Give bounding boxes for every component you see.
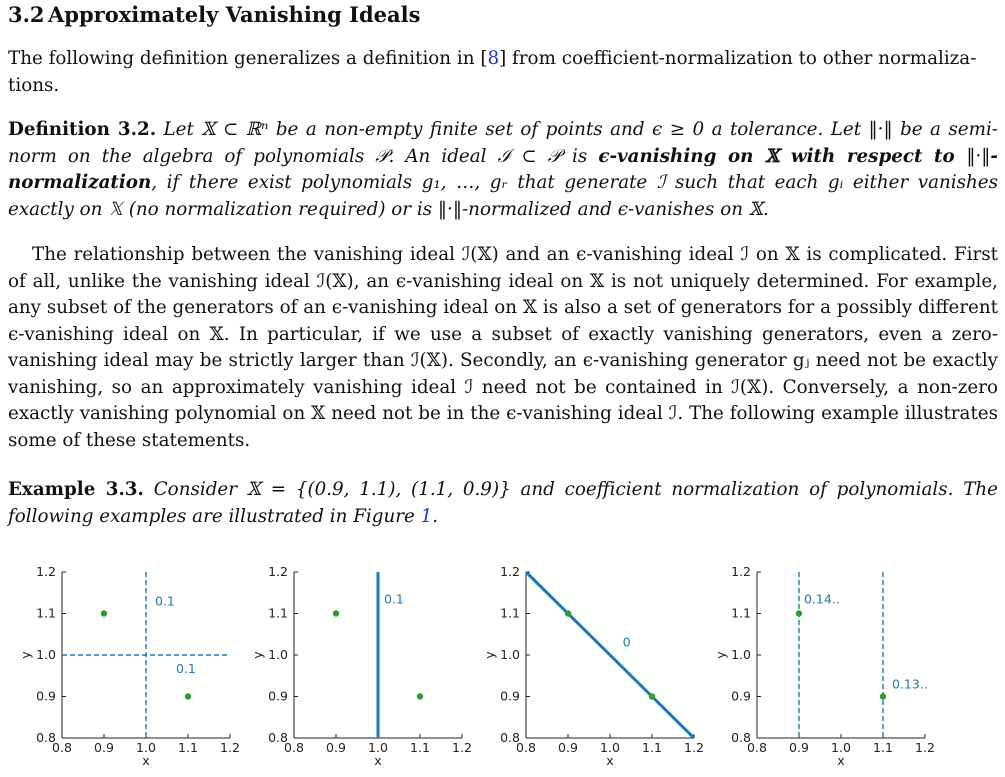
- x-tick-label: 0.8: [52, 740, 72, 755]
- figure-link[interactable]: 1: [420, 505, 433, 527]
- data-point: [417, 693, 423, 699]
- x-tick-label: 1.2: [915, 740, 935, 755]
- x-tick-label: 0.8: [284, 740, 304, 755]
- definition-block: [8, 117, 998, 223]
- y-axis-label: y: [482, 651, 497, 659]
- line-value-label: 0.1: [155, 593, 175, 609]
- line-value-label: 0.1: [176, 661, 196, 676]
- x-tick-label: 1.1: [873, 740, 893, 755]
- y-tick-label: 1.2: [731, 564, 751, 579]
- x-axis-label: x: [374, 753, 382, 768]
- definition-label: Definition 3.2.: [8, 119, 157, 140]
- intro-text: The following definition generalizes a definition in [: [8, 48, 488, 69]
- x-tick-label: 0.8: [516, 740, 536, 755]
- definition-text: Let 𝕏 ⊂ ℝⁿ be a non-empty finite set of points and ϵ ≥ 0 a tolerance. Let ‖·‖ be a semi-norm on the algebra of polynomials 𝒫. An ideal ℐ ⊂ 𝒫 is: [8, 119, 998, 167]
- x-tick-label: 0.9: [789, 740, 809, 755]
- plot-panel-2: [232, 560, 482, 777]
- line-value-label: 0.14..: [804, 591, 840, 607]
- y-tick-label: 0.9: [36, 688, 56, 704]
- x-tick-label: 0.9: [94, 740, 114, 755]
- section-heading: [8, 1, 420, 29]
- y-tick-label: 0.8: [500, 730, 520, 745]
- data-point: [101, 610, 107, 616]
- y-tick-label: 0.8: [731, 730, 751, 745]
- citation-link[interactable]: 8: [487, 48, 500, 69]
- zero-set-diagonal-line: [526, 572, 694, 738]
- intro-paragraph: [8, 46, 998, 99]
- x-tick-label: 1.2: [220, 740, 240, 755]
- x-tick-label: 1.1: [178, 740, 198, 755]
- y-tick-label: 1.1: [500, 605, 520, 621]
- data-point: [796, 610, 802, 616]
- x-tick-label: 1.2: [684, 740, 704, 755]
- x-tick-label: 1.2: [452, 740, 472, 755]
- y-tick-label: 1.1: [268, 605, 288, 621]
- line-value-label: 0: [622, 634, 631, 650]
- y-tick-label: 1.2: [268, 564, 288, 579]
- x-tick-label: 1.0: [368, 740, 388, 755]
- x-tick-label: 1.1: [410, 740, 430, 755]
- plot-panel-4: [697, 560, 947, 777]
- data-point: [565, 610, 571, 616]
- figure-panels: [0, 560, 1005, 777]
- x-axis-label: x: [837, 753, 845, 768]
- y-tick-label: 1.1: [36, 605, 56, 621]
- section-number: 3.2: [8, 2, 45, 27]
- x-tick-label: 0.8: [747, 740, 767, 755]
- plot-panel-1: [0, 560, 250, 777]
- example-label: Example 3.3.: [8, 479, 144, 500]
- x-tick-label: 0.9: [326, 740, 346, 755]
- y-tick-label: 1.0: [500, 647, 520, 662]
- y-tick-label: 1.0: [731, 647, 751, 662]
- y-axis-label: y: [250, 651, 265, 659]
- example-text: Consider 𝕏 = {(0.9, 1.1), (1.1, 0.9)} and coefficient normalization of polynomials. The following examples are illustrated in Figure: [8, 479, 998, 527]
- data-point: [333, 610, 339, 616]
- data-point: [185, 693, 191, 699]
- example-block: [8, 477, 998, 530]
- plot-panel-3: [464, 560, 714, 777]
- x-tick-label: 1.0: [600, 740, 620, 755]
- y-tick-label: 1.1: [731, 605, 751, 621]
- example-text-end: .: [432, 505, 439, 527]
- y-tick-label: 1.0: [36, 647, 56, 662]
- y-tick-label: 0.9: [731, 688, 751, 704]
- line-value-label: 0.13..: [892, 676, 928, 692]
- y-tick-label: 0.8: [268, 730, 288, 745]
- y-tick-label: 0.9: [268, 688, 288, 704]
- x-tick-label: 0.9: [558, 740, 578, 755]
- definition-term-end: -normalization: [8, 145, 998, 193]
- data-point: [880, 693, 886, 699]
- x-tick-label: 1.1: [642, 740, 662, 755]
- x-axis-label: x: [606, 753, 614, 768]
- definition-text-end: , if there exist polynomials g₁, …, gᵣ that generate ℐ such that each gᵢ either vanishes exactly on 𝕏 (no normalization required) or is ‖·‖-normalized and ϵ-vanishes on 𝕏.: [8, 172, 998, 220]
- data-point: [649, 693, 655, 699]
- y-tick-label: 0.8: [36, 730, 56, 745]
- intro-text-end: ] from coefficient-normalization to other normaliza-tions.: [8, 48, 977, 96]
- y-tick-label: 1.2: [500, 564, 520, 579]
- y-tick-label: 0.9: [500, 688, 520, 704]
- y-tick-label: 1.2: [36, 564, 56, 579]
- line-value-label: 0.1: [384, 591, 404, 607]
- definition-term: ϵ-vanishing on 𝕏 with respect to: [598, 145, 967, 167]
- x-tick-label: 1.0: [136, 740, 156, 755]
- definition-norm: ‖·‖: [966, 145, 991, 167]
- x-tick-label: 1.0: [831, 740, 851, 755]
- x-axis-label: x: [142, 753, 150, 768]
- y-axis-label: y: [713, 651, 728, 659]
- y-axis-label: y: [18, 651, 33, 659]
- body-paragraph: The relationship between the vanishing ideal ℐ(𝕏) and an ϵ-vanishing ideal ℐ on 𝕏 is complicated. First of all, unlike the vanishing ideal ℐ(𝕏), an ϵ-vanishing ideal on 𝕏 is not uniquely determined. For example, any subset of the generators of an ϵ-vanishing ideal on 𝕏 is also a set of generators for a possibly different ϵ-vanishing ideal on 𝕏. In particular, if we use a subset of exactly vanishing generators, even a zero-vanishing ideal may be strictly larger than ℐ(𝕏). Secondly, an ϵ-vanishing generator gⱼ need not be exactly vanishing, so an approximately vanishing ideal ℐ need not be contained in ℐ(𝕏). Conversely, a non-zero exactly vanishing polynomial on 𝕏 need not be in the ϵ-vanishing ideal ℐ. The following example illustrates some of these statements.: [8, 244, 998, 451]
- y-tick-label: 1.0: [268, 647, 288, 662]
- section-title: Approximately Vanishing Ideals: [48, 2, 421, 27]
